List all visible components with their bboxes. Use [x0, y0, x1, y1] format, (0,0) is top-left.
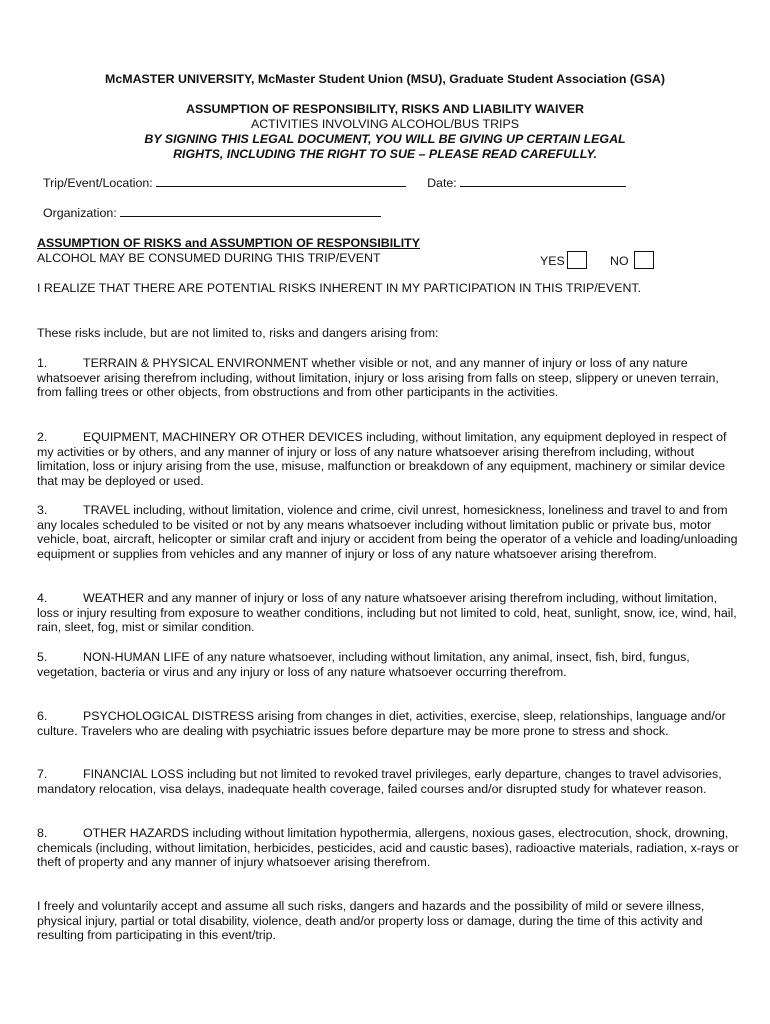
organization-field [43, 206, 381, 220]
no-option [610, 251, 654, 269]
risk-item [37, 650, 740, 679]
legal-warning-line-2: RIGHTS, INCLUDING THE RIGHT TO SUE – PLEASE READ CAREFULLY. [173, 147, 597, 161]
alcohol-question: ALCOHOL MAY BE CONSUMED DURING THIS TRIP/EVENT [37, 251, 381, 265]
risk-item [37, 430, 740, 488]
no-checkbox[interactable] [634, 251, 654, 269]
risk-item-text: EQUIPMENT, MACHINERY OR OTHER DEVICES including, without limitation, any equipment deployed in respect of my activities or by others, and any manner of injury or loss of any nature whatsoever arising therefrom including, without limitation, loss or injury arising from the use, misuse, malfunction or breakdown of any equipment, machinery or similar device that may be deployed or used. [37, 430, 727, 488]
risk-item-text: NON-HUMAN LIFE of any nature whatsoever, including without limitation, any animal, insect, fish, bird, fungus, vegetation, bacteria or virus and any injury or loss of any nature whatsoever occurring therefrom. [37, 650, 690, 679]
risk-item-text: FINANCIAL LOSS including but not limited to revoked travel privileges, early departure, changes to travel advisories, mandatory relocation, visa delays, inadequate health coverage, failed courses and/or disrupted study for whatever reason. [37, 767, 722, 796]
date-label: Date: [427, 176, 457, 190]
organization-input[interactable] [120, 206, 381, 217]
risk-item-text: TERRAIN & PHYSICAL ENVIRONMENT whether visible or not, and any manner of injury or loss of any nature whatsoever arising therefrom including, without limitation, injury or loss arising from falls on steep, slippery or uneven terrain, from falling trees or other objects, from obstructions and from other participants in the activities. [37, 356, 719, 400]
risk-item-text: WEATHER and any manner of injury or loss of any nature whatsoever arising therefrom including, without limitation, loss or injury resulting from exposure to weather conditions, including but not limited to cold, heat, sunlight, snow, ice, wind, hail, rain, sleet, fog, mist or similar condition. [37, 591, 737, 635]
risks-heading: ASSUMPTION OF RISKS and ASSUMPTION OF RESPONSIBILITY [37, 236, 420, 250]
organization-label: Organization: [43, 206, 117, 220]
trip-field [43, 176, 626, 190]
risk-item-number: 1. [37, 356, 48, 370]
risk-item-number: 7. [37, 767, 48, 781]
risk-item [37, 826, 740, 870]
risk-item-number: 4. [37, 591, 48, 605]
risk-item-number: 8. [37, 826, 48, 840]
risks-realization-statement: I REALIZE THAT THERE ARE POTENTIAL RISKS INHERENT IN MY PARTICIPATION IN THIS TRIP/EVENT. [37, 281, 642, 295]
risk-item-number: 3. [37, 503, 48, 517]
risk-item-number: 6. [37, 709, 48, 723]
trip-input[interactable] [156, 176, 406, 187]
no-label: NO [610, 254, 629, 268]
risk-item-text: PSYCHOLOGICAL DISTRESS arising from changes in diet, activities, exercise, sleep, relationships, language and/or culture. Travelers who are dealing with psychiatric issues before departure may be more prone to stress and shock. [37, 709, 726, 738]
risk-item-number: 5. [37, 650, 48, 664]
risk-item-number: 2. [37, 430, 48, 444]
document-subtitle: ACTIVITIES INVOLVING ALCOHOL/BUS TRIPS [250, 117, 520, 131]
risk-item-text: OTHER HAZARDS including without limitation hypothermia, allergens, noxious gases, electrocution, shock, drowning, chemicals (including, without limitation, herbicides, pesticides, acid and caustic bases), radioactive materials, radiation, x-rays or theft of property and any manner of injury whatsoever arising therefrom. [37, 826, 739, 870]
risk-item [37, 709, 740, 738]
risk-item [37, 503, 740, 561]
date-input[interactable] [460, 176, 626, 187]
legal-warning-line-1: BY SIGNING THIS LEGAL DOCUMENT, YOU WILL BE GIVING UP CERTAIN LEGAL [144, 132, 626, 146]
risk-item-text: TRAVEL including, without limitation, violence and crime, civil unrest, homesickness, loneliness and travel to and from any locales scheduled to be visited or not by any means whatsoever including without limitation public or private bus, motor vehicle, boat, aircraft, helicopter or similar craft and injury or accident from being the operator of a vehicle and loading/unloading equipment or supplies from vehicles and any manner of injury or loss of any nature whatsoever arising therefrom. [37, 503, 738, 561]
document-title: ASSUMPTION OF RESPONSIBILITY, RISKS AND LIABILITY WAIVER [186, 102, 584, 116]
risk-item [37, 356, 740, 400]
yes-option [540, 251, 587, 269]
risks-intro: These risks include, but are not limited to, risks and dangers arising from: [37, 326, 439, 340]
yes-checkbox[interactable] [567, 251, 587, 269]
yes-label: YES [540, 254, 565, 268]
institutions-header: McMASTER UNIVERSITY, McMaster Student Union (MSU), Graduate Student Association (GSA) [105, 72, 665, 86]
risk-item [37, 591, 740, 635]
trip-label: Trip/Event/Location: [43, 176, 153, 190]
risk-item [37, 767, 740, 796]
assumption-closing-paragraph: I freely and voluntarily accept and assume all such risks, dangers and hazards and the possibility of mild or severe illness, physical injury, partial or total disability, violence, death and/or property loss or damage, during the time of this activity and resulting from participating in this event/trip. [37, 899, 705, 943]
